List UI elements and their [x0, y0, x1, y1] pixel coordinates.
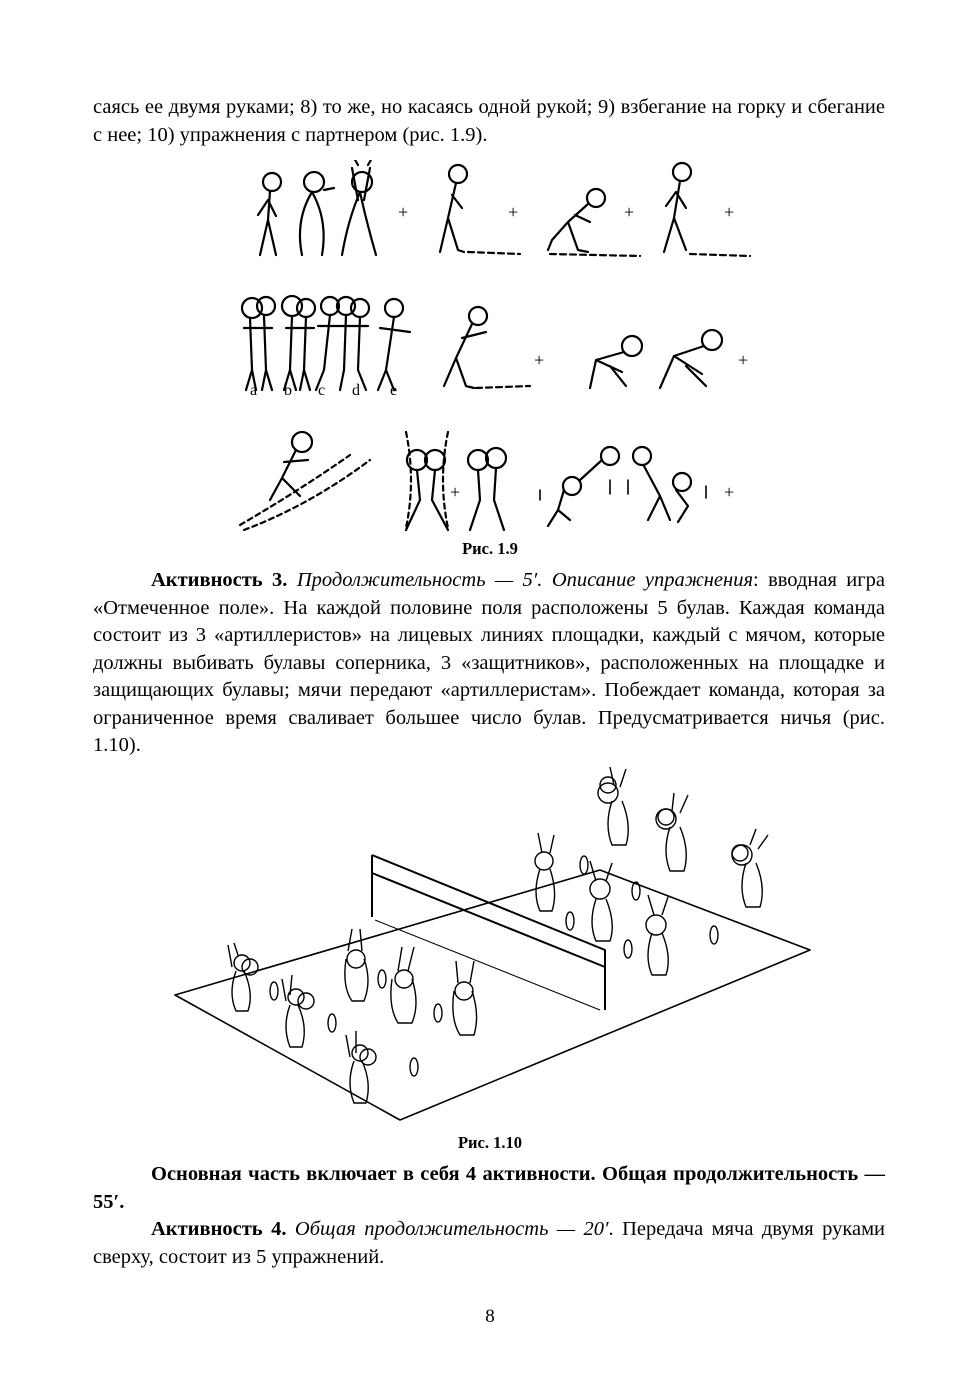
figure-letter: d [352, 382, 360, 399]
intro-paragraph: саясь ее двумя руками; 8) то же, но касаясь одной рукой; 9) взбегание на горку и сбегание с нее; 10) упражнения с партнером (рис. 1.9). [93, 96, 885, 146]
plus-sign: + [450, 482, 461, 502]
plus-sign: + [508, 202, 519, 222]
plus-sign: + [724, 202, 735, 222]
main-part-paragraph: Основная часть включает в себя 4 активности. Общая продолжительность — 55′. [93, 1163, 885, 1213]
balls [242, 777, 748, 1065]
activity-3-text: : вводная игра «Отмеченное поле». На каждой половине поля расположены 5 булав. Каждая команда состоит из 3 «артиллеристов» на лицевых линиях площадки, каждый с мячом, которые должны выбивать булавы соперника, 3 «защитников», расположенных на площадке и защищающих булавы; мячи передают «артиллеристам». Побеждает команда, которая за ограниченное время сваливает большее число булав. Предусматривается ничья (рис. 1.10). [93, 569, 886, 756]
activity-3-paragraph [93, 567, 885, 760]
figure-1-9 [230, 160, 770, 535]
figure-1-9-caption: Рис. 1.9 [462, 539, 518, 558]
row3-figures [240, 432, 691, 530]
figure-1-10 [170, 765, 820, 1125]
activity-3-duration: Продолжительность — 5′. Описание упражнения [296, 569, 753, 591]
rabbits-team-left [228, 929, 477, 1103]
plus-sign: + [738, 350, 749, 370]
figure-letter: a [250, 382, 258, 399]
activity-3-label: Активность 3. [151, 569, 288, 591]
activity-4-paragraph [93, 1216, 885, 1271]
figure-letter: c [318, 382, 326, 399]
activity-4-label: Активность 4. [151, 1218, 287, 1240]
plus-sign: + [724, 482, 735, 502]
figure-1-10-illustration [170, 765, 820, 1125]
activity-4-duration: Общая продолжительность — 20′ [294, 1218, 609, 1240]
plus-sign: + [534, 350, 545, 370]
rabbits-team-right [535, 767, 768, 975]
figure-letter: e [390, 382, 398, 399]
page-number: 8 [485, 1306, 495, 1327]
plus-sign: + [398, 202, 409, 222]
row2-figures [242, 296, 722, 390]
figure-1-9-illustration [230, 160, 770, 535]
row1-figures [258, 160, 750, 256]
figure-letter: b [284, 382, 292, 399]
plus-sign: + [624, 202, 635, 222]
activity-4-text: . Передача мяча двумя руками сверху, состоит из 5 упражнений. [93, 1218, 886, 1268]
figure-1-10-caption: Рис. 1.10 [457, 1133, 523, 1152]
